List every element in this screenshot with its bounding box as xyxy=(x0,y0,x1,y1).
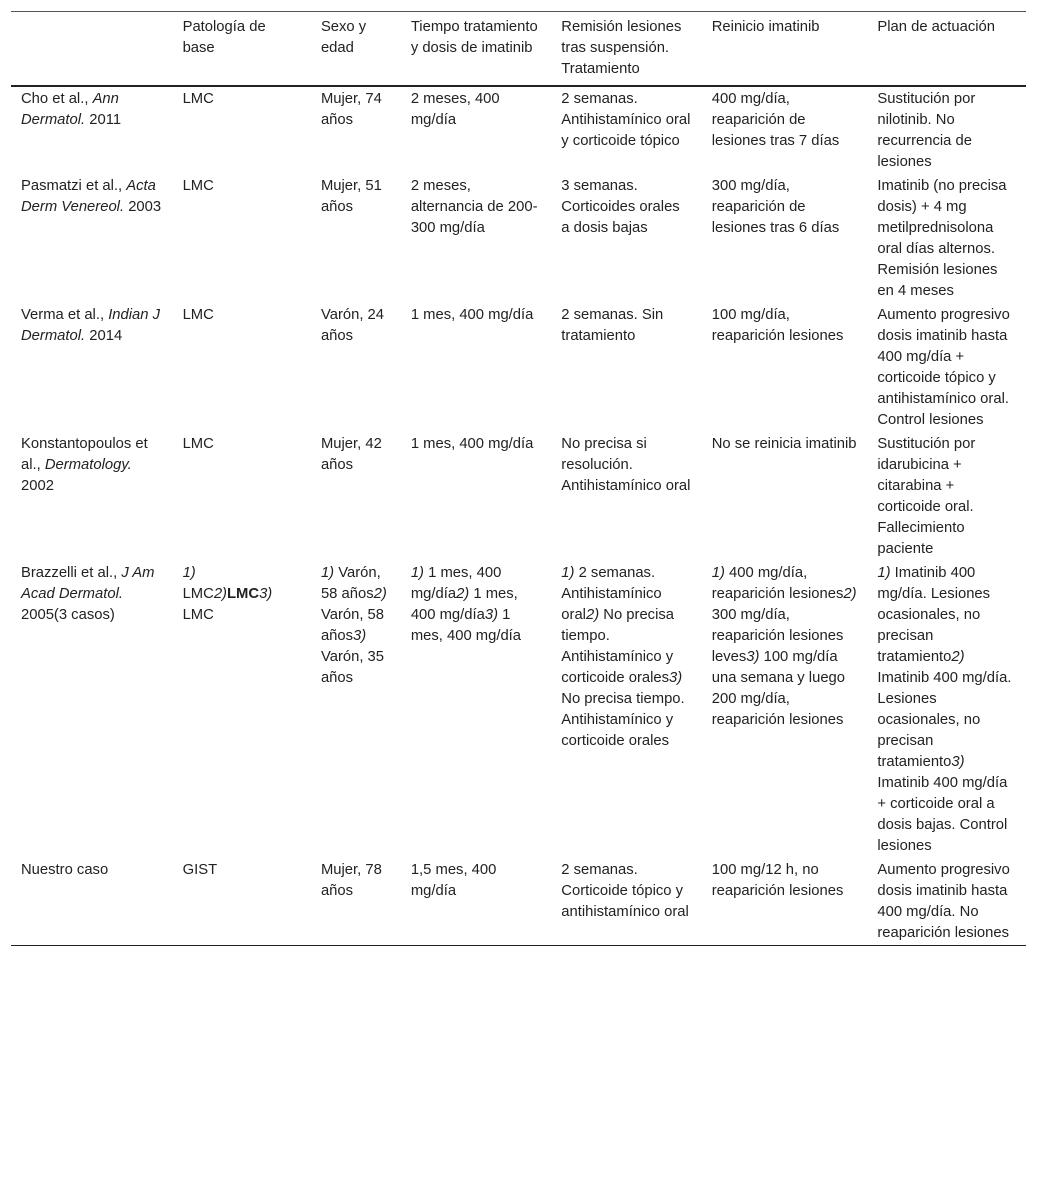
table-row xyxy=(11,174,1026,303)
patologia-cell: 1) LMC2)LMC3) LMC xyxy=(182,565,273,623)
reference-cell: Konstantopoulos et al., Dermatology. 2002 xyxy=(21,436,148,494)
table-container xyxy=(11,11,1026,946)
reinicio-cell: 1) 400 mg/día, reaparición lesiones2) 300 mg/día, reaparición lesiones leves3) 100 mg/día una semana y luego 200 mg/día, reaparición lesiones xyxy=(711,565,857,728)
plan-cell: Sustitución por nilotinib. No recurrencia de lesiones xyxy=(877,91,976,170)
patologia-cell: LMC xyxy=(182,436,214,452)
reinicio-cell: 400 mg/día, reaparición de lesiones tras 7 días xyxy=(711,91,840,149)
header-plan: Plan de actuación xyxy=(877,19,996,35)
plan-cell: Aumento progresivo dosis imatinib hasta 400 mg/día + corticoide tópico y antihistamínico oral. Control lesiones xyxy=(877,307,1010,428)
tiempo-cell: 1,5 mes, 400 mg/día xyxy=(410,862,497,899)
header-tiempo: Tiempo tratamiento y dosis de imatinib xyxy=(410,19,538,56)
plan-cell: 1) Imatinib 400 mg/día. Lesiones ocasionales, no precisan tratamiento2) Imatinib 400 mg/día. Lesiones ocasionales, no precisan tratamiento3) Imatinib 400 mg/día + corticoide oral a dosis bajas. Control lesiones xyxy=(877,565,1012,854)
remision-cell: 1) 2 semanas. Antihistamínico oral2) No precisa tiempo. Antihistamínico y corticoide orales3) No precisa tiempo. Antihistamínico y corticoide orales xyxy=(561,565,685,749)
sexo-cell: Varón, 24 años xyxy=(320,307,385,344)
header-remision: Remisión lesiones tras suspensión. Tratamiento xyxy=(561,19,682,77)
reference-cell: Verma et al., Indian J Dermatol. 2014 xyxy=(21,307,161,344)
patologia-cell: GIST xyxy=(182,862,218,878)
table-row xyxy=(11,432,1026,561)
remision-cell: No precisa si resolución. Antihistamínico oral xyxy=(561,436,691,494)
reference-cell: Nuestro caso xyxy=(21,862,109,878)
sexo-cell: 1) Varón, 58 años2) Varón, 58 años3) Varón, 35 años xyxy=(320,565,387,686)
plan-cell: Imatinib (no precisa dosis) + 4 mg metilprednisolona oral días alternos. Remisión lesiones en 4 meses xyxy=(877,178,1007,299)
tiempo-cell: 2 meses, 400 mg/día xyxy=(410,91,500,128)
reinicio-cell: 100 mg/12 h, no reaparición lesiones xyxy=(711,862,844,899)
remision-cell: 2 semanas. Antihistamínico oral y corticoide tópico xyxy=(561,91,691,149)
plan-cell: Sustitución por idarubicina + citarabina + corticoide oral. Fallecimiento paciente xyxy=(877,436,976,557)
header-reinicio: Reinicio imatinib xyxy=(711,19,820,35)
reference-cell: Brazzelli et al., J Am Acad Dermatol. 2005(3 casos) xyxy=(21,565,155,623)
table-row-nuestro-caso xyxy=(11,858,1026,946)
table-header-row xyxy=(11,12,1026,87)
tiempo-cell: 1 mes, 400 mg/día xyxy=(410,436,534,452)
reinicio-cell: 300 mg/día, reaparición de lesiones tras 6 días xyxy=(711,178,840,236)
patologia-cell: LMC xyxy=(182,178,214,194)
header-sexo-edad: Sexo y edad xyxy=(320,19,367,56)
header-reference xyxy=(11,12,173,87)
sexo-cell: Mujer, 51 años xyxy=(320,178,382,215)
patologia-cell: LMC xyxy=(182,91,214,107)
plan-cell: Aumento progresivo dosis imatinib hasta 400 mg/día. No reaparición lesiones xyxy=(877,862,1010,941)
comparison-table xyxy=(11,11,1026,946)
reference-cell: Cho et al., Ann Dermatol. 2011 xyxy=(21,91,122,128)
table-row xyxy=(11,303,1026,432)
reinicio-cell: No se reinicia imatinib xyxy=(711,436,857,452)
reinicio-cell: 100 mg/día, reaparición lesiones xyxy=(711,307,844,344)
patologia-cell: LMC xyxy=(182,307,214,323)
sexo-cell: Mujer, 78 años xyxy=(320,862,382,899)
header-patologia: Patología de base xyxy=(182,19,266,56)
tiempo-cell: 1) 1 mes, 400 mg/día2) 1 mes, 400 mg/día3) 1 mes, 400 mg/día xyxy=(410,565,522,644)
table-row xyxy=(11,86,1026,174)
tiempo-cell: 2 meses, alternancia de 200-300 mg/día xyxy=(410,178,538,236)
tiempo-cell: 1 mes, 400 mg/día xyxy=(410,307,534,323)
sexo-cell: Mujer, 42 años xyxy=(320,436,382,473)
sexo-cell: Mujer, 74 años xyxy=(320,91,382,128)
remision-cell: 2 semanas. Corticoide tópico y antihistamínico oral xyxy=(561,862,689,920)
remision-cell: 3 semanas. Corticoides orales a dosis bajas xyxy=(561,178,680,236)
table-row-brazzelli xyxy=(11,561,1026,858)
remision-cell: 2 semanas. Sin tratamiento xyxy=(561,307,664,344)
reference-cell: Pasmatzi et al., Acta Derm Venereol. 2003 xyxy=(21,178,162,215)
